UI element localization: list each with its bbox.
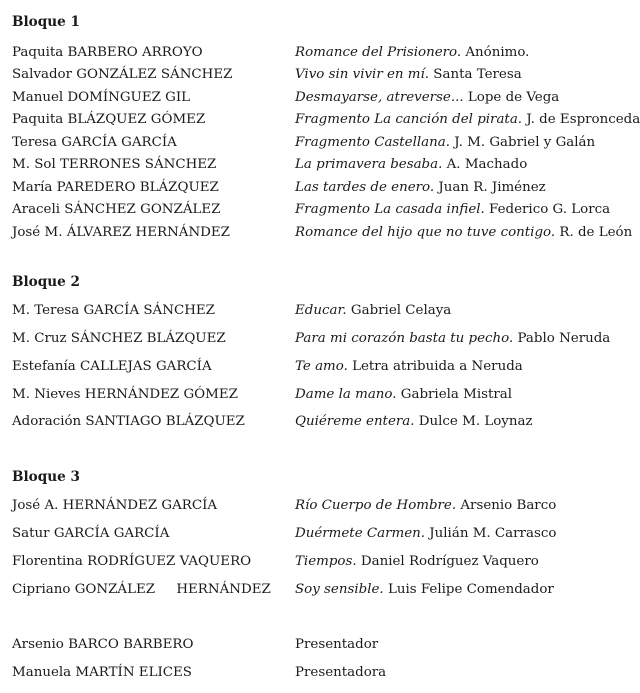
presenter-role: Presentadora — [295, 665, 387, 680]
list-item — [0, 359, 620, 377]
reader-name: José M. ÁLVAREZ HERNÁNDEZ — [12, 225, 230, 240]
poem-credit — [295, 157, 527, 172]
reader-name: María PAREDERO BLÁZQUEZ — [12, 180, 219, 195]
presenter-row — [0, 665, 620, 683]
list-item — [0, 331, 620, 349]
poem-credit — [295, 135, 595, 150]
reader-name: Araceli SÁNCHEZ GONZÁLEZ — [12, 202, 221, 217]
poem-title: Para mi corazón basta tu pecho. — [295, 331, 514, 346]
reader-name: M. Sol TERRONES SÁNCHEZ — [12, 157, 217, 172]
poem-title: Quiéreme entera. — [295, 414, 415, 429]
poem-title: Educar. — [295, 303, 347, 318]
presenter-name: Manuela MARTÍN ELICES — [12, 665, 192, 680]
poem-credit — [295, 414, 533, 429]
reader-name: Manuel DOMÍNGUEZ GIL — [12, 90, 191, 105]
poem-credit — [295, 331, 610, 346]
reader-name: José A. HERNÁNDEZ GARCÍA — [12, 498, 218, 513]
poem-author: Anónimo. — [465, 45, 530, 60]
list-item — [0, 45, 620, 63]
list-item — [0, 498, 620, 516]
reader-name: M. Teresa GARCÍA SÁNCHEZ — [12, 303, 215, 318]
poem-credit — [295, 45, 529, 60]
reader-name: Adoración SANTIAGO BLÁZQUEZ — [12, 414, 245, 429]
block-2-heading: Bloque 2 — [12, 274, 80, 290]
poem-author: Gabriel Celaya — [350, 303, 452, 318]
poem-credit — [295, 180, 546, 195]
list-item — [0, 225, 633, 243]
poem-author: Gabriela Mistral — [400, 387, 513, 402]
poem-author: J. M. Gabriel y Galán — [454, 135, 596, 150]
poem-title: Soy sensible. — [295, 582, 384, 597]
poem-title: Duérmete Carmen. — [295, 526, 426, 541]
poem-author: Juan R. Jiménez — [438, 180, 546, 195]
poem-author: Federico G. Lorca — [489, 202, 611, 217]
poem-author: Julián M. Carrasco — [429, 526, 557, 541]
poem-credit — [295, 359, 523, 374]
poem-author: A. Machado — [446, 157, 528, 172]
poem-credit — [295, 387, 512, 402]
reader-name: Estefanía CALLEJAS GARCÍA — [12, 359, 212, 374]
poem-credit — [295, 112, 640, 127]
reader-name: M. Cruz SÁNCHEZ BLÁZQUEZ — [12, 331, 226, 346]
poem-credit — [295, 554, 539, 569]
reader-name: Paquita BLÁZQUEZ GÓMEZ — [12, 112, 206, 127]
list-item — [0, 90, 620, 108]
list-item — [0, 554, 620, 572]
poem-title: Fragmento La casada infiel. — [295, 202, 485, 217]
list-item — [0, 135, 620, 153]
presenter-name: Arsenio BARCO BARBERO — [12, 637, 194, 652]
list-item — [0, 112, 640, 130]
list-item — [0, 180, 620, 198]
reader-name: Teresa GARCÍA GARCÍA — [12, 135, 177, 150]
list-item — [0, 387, 620, 405]
poem-author: Lope de Vega — [467, 90, 560, 105]
reader-name: Salvador GONZÁLEZ SÁNCHEZ — [12, 67, 233, 82]
reader-name: M. Nieves HERNÁNDEZ GÓMEZ — [12, 387, 238, 402]
poem-author: Arsenio Barco — [460, 498, 557, 513]
list-item — [0, 582, 620, 600]
reader-name: Cipriano GONZÁLEZ HERNÁNDEZ — [12, 582, 271, 597]
poem-title: Te amo. — [295, 359, 348, 374]
poem-credit — [295, 526, 556, 541]
poem-title: Las tardes de enero. — [295, 180, 435, 195]
poem-author: Santa Teresa — [433, 67, 522, 82]
poem-credit — [295, 303, 451, 318]
presenter-row — [0, 637, 620, 655]
poem-title: Desmayarse, atreverse... — [295, 90, 464, 105]
list-item — [0, 526, 620, 544]
poem-author: Daniel Rodríguez Vaquero — [360, 554, 539, 569]
poem-credit — [295, 90, 559, 105]
poem-author: R. de León — [559, 225, 633, 240]
poem-title: Romance del hijo que no tuve contigo. — [295, 225, 556, 240]
reader-name: Florentina RODRÍGUEZ VAQUERO — [12, 554, 252, 569]
poem-title: Tiempos. — [295, 554, 357, 569]
list-item — [0, 157, 620, 175]
poem-credit — [295, 67, 522, 82]
list-item — [0, 303, 620, 321]
block-3-heading: Bloque 3 — [12, 469, 80, 485]
presenter-role: Presentador — [295, 637, 379, 652]
poem-title: Vivo sin vivir en mí. — [295, 67, 430, 82]
poem-title: Río Cuerpo de Hombre. — [295, 498, 457, 513]
poem-author: J. de Espronceda — [526, 112, 640, 127]
poem-title: Fragmento La canción del pirata. — [295, 112, 523, 127]
poem-title: La primavera besaba. — [295, 157, 443, 172]
poem-credit — [295, 582, 554, 597]
poem-author: Letra atribuida a Neruda — [352, 359, 523, 374]
poem-title: Romance del Prisionero. — [295, 45, 462, 60]
poem-author: Dulce M. Loynaz — [418, 414, 533, 429]
poem-author: Luis Felipe Comendador — [387, 582, 554, 597]
poem-author: Pablo Neruda — [517, 331, 611, 346]
list-item — [0, 202, 620, 220]
poem-credit — [295, 498, 556, 513]
poem-title: Dame la mano. — [295, 387, 397, 402]
list-item — [0, 67, 620, 85]
list-item — [0, 414, 620, 432]
block-1-heading: Bloque 1 — [12, 14, 80, 30]
poem-credit — [295, 202, 610, 217]
poem-title: Fragmento Castellana. — [295, 135, 451, 150]
reader-name: Paquita BARBERO ARROYO — [12, 45, 203, 60]
poem-credit — [295, 225, 632, 240]
reader-name: Satur GARCÍA GARCÍA — [12, 526, 170, 541]
